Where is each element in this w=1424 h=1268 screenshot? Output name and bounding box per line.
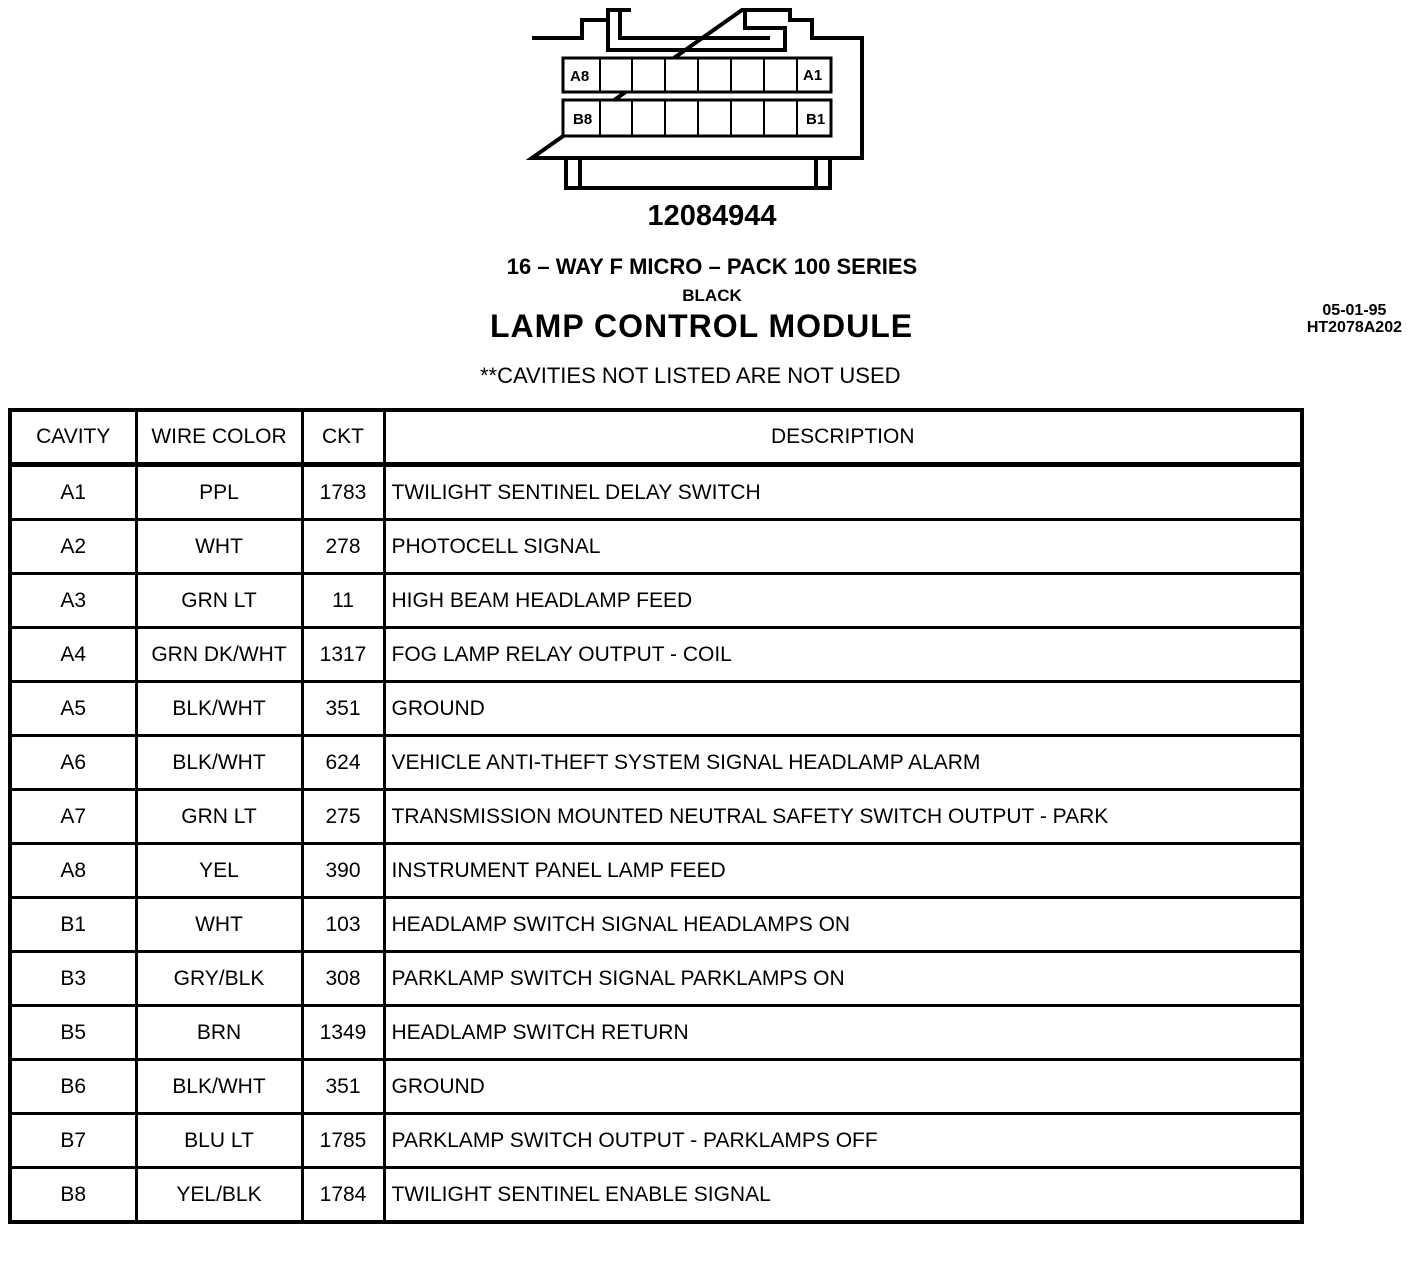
cell-description: PARKLAMP SWITCH OUTPUT - PARKLAMPS OFF bbox=[384, 1114, 1302, 1168]
cell-ckt: 103 bbox=[302, 898, 384, 952]
cell-description: PHOTOCELL SIGNAL bbox=[384, 520, 1302, 574]
table-row bbox=[10, 465, 1302, 520]
table-row bbox=[10, 1114, 1302, 1168]
cavity-label-a1: A1 bbox=[803, 67, 823, 84]
part-number: 12084944 bbox=[647, 200, 777, 232]
cell-cavity: A2 bbox=[10, 520, 136, 574]
cavity-table bbox=[8, 408, 1304, 1224]
cell-ckt: 624 bbox=[302, 736, 384, 790]
header-ckt: CKT bbox=[302, 410, 384, 465]
cell-description: TWILIGHT SENTINEL ENABLE SIGNAL bbox=[384, 1168, 1302, 1223]
table-row bbox=[10, 1006, 1302, 1060]
cell-wire-color: BLU LT bbox=[136, 1114, 302, 1168]
table-row bbox=[10, 952, 1302, 1006]
reference-block bbox=[1307, 302, 1402, 336]
cell-description: FOG LAMP RELAY OUTPUT - COIL bbox=[384, 628, 1302, 682]
unused-cavities-note: **CAVITIES NOT LISTED ARE NOT USED bbox=[480, 363, 901, 388]
cell-cavity: A8 bbox=[10, 844, 136, 898]
cell-ckt: 351 bbox=[302, 682, 384, 736]
table-row bbox=[10, 898, 1302, 952]
cell-description: TWILIGHT SENTINEL DELAY SWITCH bbox=[384, 465, 1302, 520]
reference-code: HT2078A202 bbox=[1306, 319, 1402, 336]
table-row bbox=[10, 1060, 1302, 1114]
cell-ckt: 1317 bbox=[302, 628, 384, 682]
header-wire-color: WIRE COLOR bbox=[136, 410, 302, 465]
cell-wire-color: BLK/WHT bbox=[136, 682, 302, 736]
cavity-label-b8: B8 bbox=[573, 111, 593, 128]
cell-description: GROUND bbox=[384, 1060, 1302, 1114]
cell-wire-color: BLK/WHT bbox=[136, 736, 302, 790]
cell-cavity: B8 bbox=[10, 1168, 136, 1223]
cell-ckt: 275 bbox=[302, 790, 384, 844]
cell-wire-color: BLK/WHT bbox=[136, 1060, 302, 1114]
cell-wire-color: WHT bbox=[136, 898, 302, 952]
cell-cavity: B6 bbox=[10, 1060, 136, 1114]
cell-ckt: 1784 bbox=[302, 1168, 384, 1223]
cell-cavity: A1 bbox=[10, 465, 136, 520]
cell-description: INSTRUMENT PANEL LAMP FEED bbox=[384, 844, 1302, 898]
cell-description: GROUND bbox=[384, 682, 1302, 736]
cell-wire-color: YEL bbox=[136, 844, 302, 898]
table-row bbox=[10, 574, 1302, 628]
table-row bbox=[10, 1168, 1302, 1223]
cell-ckt: 390 bbox=[302, 844, 384, 898]
cell-wire-color: BRN bbox=[136, 1006, 302, 1060]
cell-description: HEADLAMP SWITCH SIGNAL HEADLAMPS ON bbox=[384, 898, 1302, 952]
table-row bbox=[10, 844, 1302, 898]
cell-wire-color: GRN LT bbox=[136, 790, 302, 844]
cell-description: HIGH BEAM HEADLAMP FEED bbox=[384, 574, 1302, 628]
table-row bbox=[10, 682, 1302, 736]
cell-ckt: 308 bbox=[302, 952, 384, 1006]
table-row bbox=[10, 790, 1302, 844]
cell-description: HEADLAMP SWITCH RETURN bbox=[384, 1006, 1302, 1060]
cell-wire-color: WHT bbox=[136, 520, 302, 574]
table-row bbox=[10, 736, 1302, 790]
cell-cavity: B1 bbox=[10, 898, 136, 952]
cell-wire-color: GRN DK/WHT bbox=[136, 628, 302, 682]
table-row bbox=[10, 520, 1302, 574]
cell-wire-color: YEL/BLK bbox=[136, 1168, 302, 1223]
cell-cavity: A7 bbox=[10, 790, 136, 844]
cell-cavity: A3 bbox=[10, 574, 136, 628]
cell-cavity: A6 bbox=[10, 736, 136, 790]
cell-wire-color: PPL bbox=[136, 465, 302, 520]
cell-cavity: B7 bbox=[10, 1114, 136, 1168]
cavity-label-a8: A8 bbox=[570, 68, 590, 85]
cell-cavity: B3 bbox=[10, 952, 136, 1006]
cell-description: PARKLAMP SWITCH SIGNAL PARKLAMPS ON bbox=[384, 952, 1302, 1006]
cell-ckt: 11 bbox=[302, 574, 384, 628]
cell-wire-color: GRY/BLK bbox=[136, 952, 302, 1006]
cell-cavity: A5 bbox=[10, 682, 136, 736]
module-name: LAMP CONTROL MODULE bbox=[490, 308, 914, 344]
connector-type: 16 – WAY F MICRO – PACK 100 SERIES bbox=[506, 254, 918, 279]
cell-ckt: 351 bbox=[302, 1060, 384, 1114]
cell-wire-color: GRN LT bbox=[136, 574, 302, 628]
cell-description: VEHICLE ANTI-THEFT SYSTEM SIGNAL HEADLAMP ALARM bbox=[384, 736, 1302, 790]
cell-cavity: B5 bbox=[10, 1006, 136, 1060]
reference-date: 05-01-95 bbox=[1322, 302, 1387, 319]
cavity-label-b1: B1 bbox=[806, 111, 826, 128]
header-description: DESCRIPTION bbox=[384, 410, 1302, 465]
table-header-row bbox=[10, 410, 1302, 465]
cell-description: TRANSMISSION MOUNTED NEUTRAL SAFETY SWITCH OUTPUT - PARK bbox=[384, 790, 1302, 844]
connector-color: BLACK bbox=[682, 286, 742, 305]
cell-ckt: 1783 bbox=[302, 465, 384, 520]
cell-ckt: 1785 bbox=[302, 1114, 384, 1168]
header-cavity: CAVITY bbox=[10, 410, 136, 465]
cell-cavity: A4 bbox=[10, 628, 136, 682]
cell-ckt: 278 bbox=[302, 520, 384, 574]
connector-diagram bbox=[0, 0, 1424, 200]
table-row bbox=[10, 628, 1302, 682]
cell-ckt: 1349 bbox=[302, 1006, 384, 1060]
